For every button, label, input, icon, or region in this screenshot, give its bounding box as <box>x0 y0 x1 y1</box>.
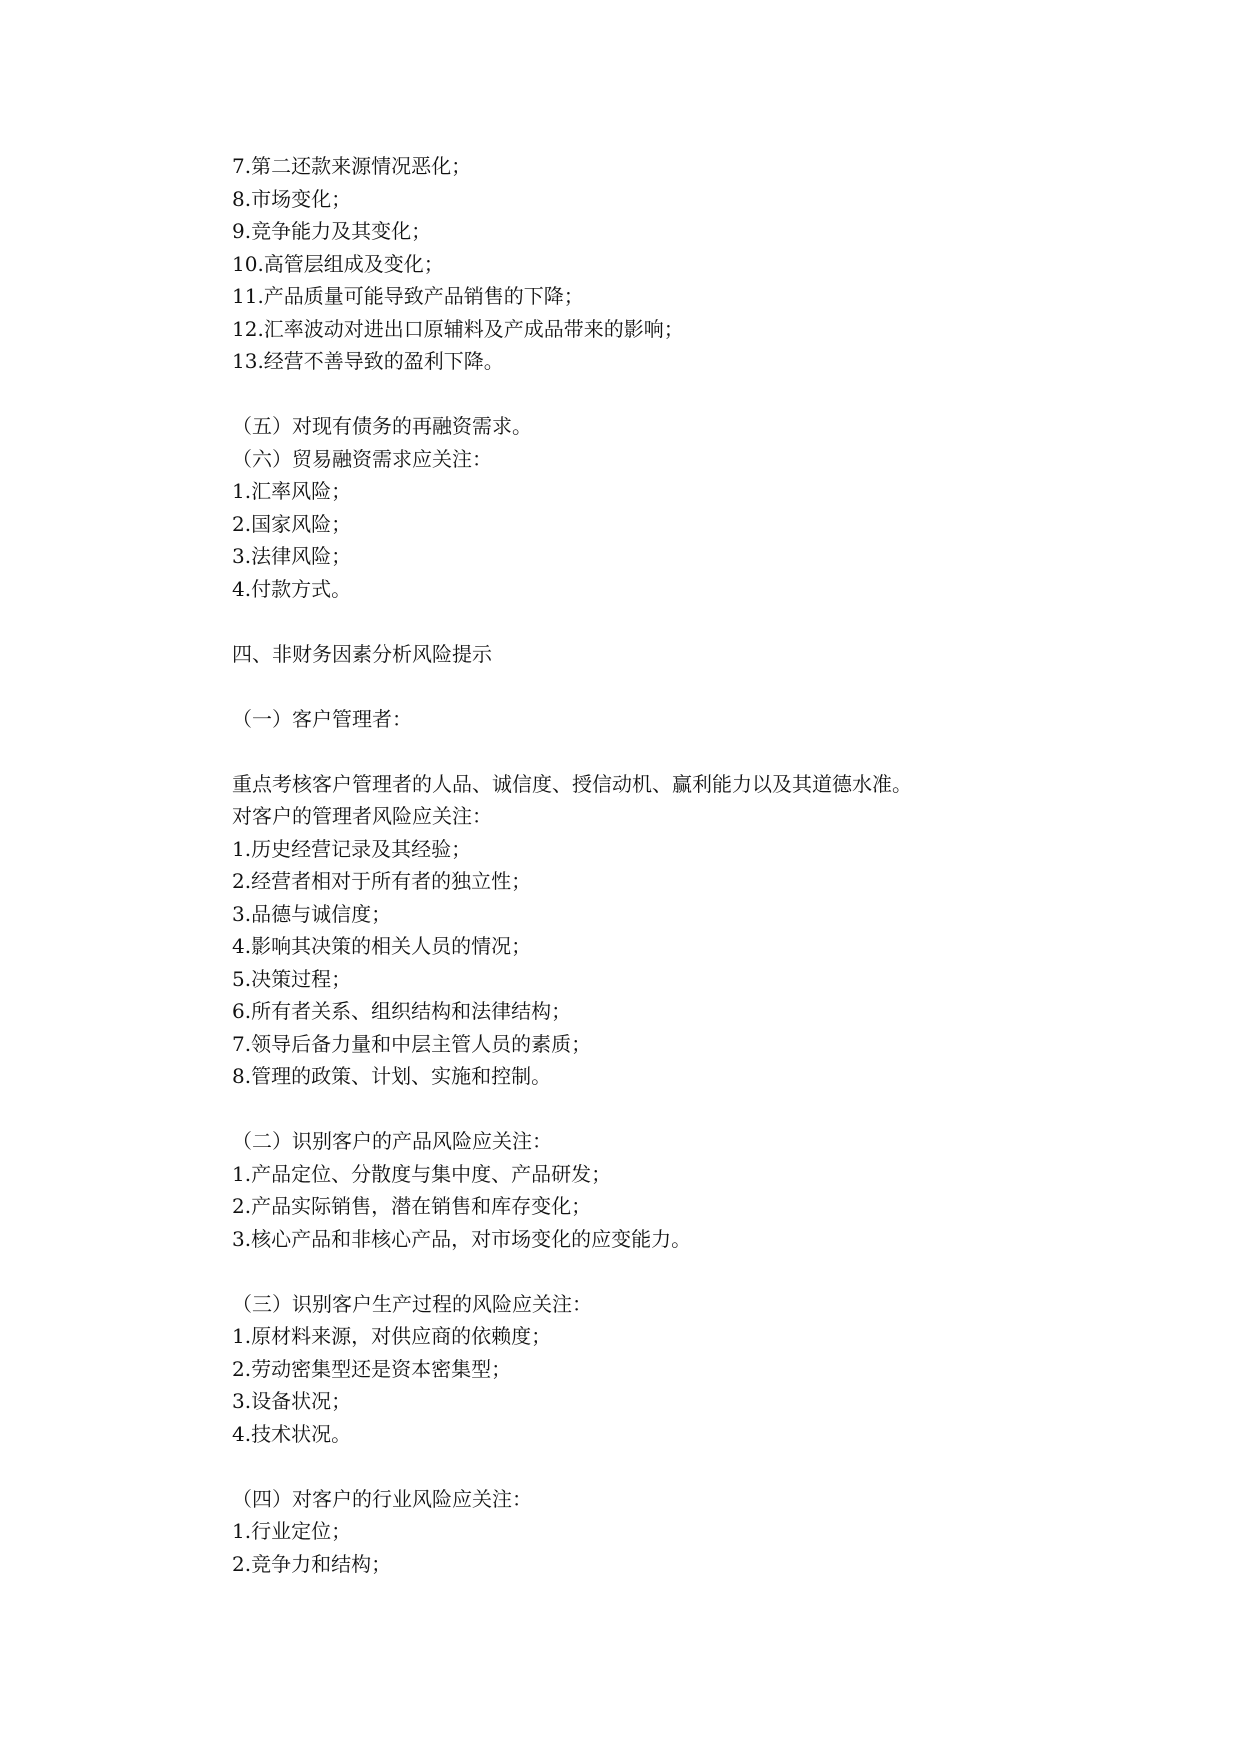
chapter-heading: 四、非财务因素分析风险提示 <box>232 641 492 666</box>
text-line: 4.影响其决策的相关人员的情况； <box>232 934 532 958</box>
text-line: 2.国家风险； <box>232 511 352 536</box>
text-line: 对客户的管理者风险应关注： <box>232 804 492 828</box>
paragraph-gap <box>232 1093 1132 1126</box>
text-line: 7.第二还款来源情况恶化； <box>232 154 472 178</box>
text-line: 3.品德与诚信度； <box>232 901 392 926</box>
text-line: 9.竞争能力及其变化； <box>232 219 432 243</box>
text-line: 12.汇率波动对进出口原辅料及产成品带来的影响； <box>232 316 684 341</box>
text-line: 3.核心产品和非核心产品，对市场变化的应变能力。 <box>232 1226 692 1251</box>
text-line: 4.付款方式。 <box>232 576 352 601</box>
document-body <box>232 150 1132 1580</box>
text-line: 10.高管层组成及变化； <box>232 251 444 276</box>
text-line: 2.竞争力和结构； <box>232 1551 392 1576</box>
text-line: 1.历史经营记录及其经验； <box>232 836 472 861</box>
text-line: 2.产品实际销售，潜在销售和库存变化； <box>232 1194 592 1218</box>
text-line: 1.原材料来源，对供应商的依赖度； <box>232 1324 552 1348</box>
text-line: 1.产品定位、分散度与集中度、产品研发； <box>232 1161 612 1186</box>
text-line: 7.领导后备力量和中层主管人员的素质； <box>232 1031 592 1056</box>
text-line: 4.技术状况。 <box>232 1421 352 1446</box>
paragraph-gap <box>232 378 1132 411</box>
text-line: 13.经营不善导致的盈利下降。 <box>232 349 504 373</box>
text-line: 1.汇率风险； <box>232 479 352 503</box>
text-line: 8.市场变化； <box>232 186 352 211</box>
section-heading: （六）贸易融资需求应关注： <box>232 446 492 471</box>
paragraph-gap <box>232 670 1132 703</box>
text-line: 1.行业定位； <box>232 1519 352 1543</box>
paragraph-gap <box>232 735 1132 768</box>
text-line: 8.管理的政策、计划、实施和控制。 <box>232 1064 552 1088</box>
text-line: 重点考核客户管理者的人品、诚信度、授信动机、赢利能力以及其道德水准。 <box>232 771 912 796</box>
text-line: 11.产品质量可能导致产品销售的下降； <box>232 284 584 308</box>
paragraph-gap <box>232 605 1132 638</box>
paragraph-gap <box>232 1450 1132 1483</box>
section-heading: （五）对现有债务的再融资需求。 <box>232 414 532 438</box>
text-line: 2.经营者相对于所有者的独立性； <box>232 869 532 893</box>
text-line: 2.劳动密集型还是资本密集型； <box>232 1356 512 1381</box>
text-line: 3.设备状况； <box>232 1389 352 1413</box>
section-heading: （三）识别客户生产过程的风险应关注： <box>232 1291 592 1316</box>
text-line: 3.法律风险； <box>232 544 352 568</box>
paragraph-gap <box>232 1255 1132 1288</box>
section-heading: （二）识别客户的产品风险应关注： <box>232 1129 552 1153</box>
text-line: 5.决策过程； <box>232 966 352 991</box>
section-heading: （四）对客户的行业风险应关注： <box>232 1486 532 1511</box>
section-heading: （一）客户管理者： <box>232 706 412 731</box>
text-line: 6.所有者关系、组织结构和法律结构； <box>232 999 572 1023</box>
